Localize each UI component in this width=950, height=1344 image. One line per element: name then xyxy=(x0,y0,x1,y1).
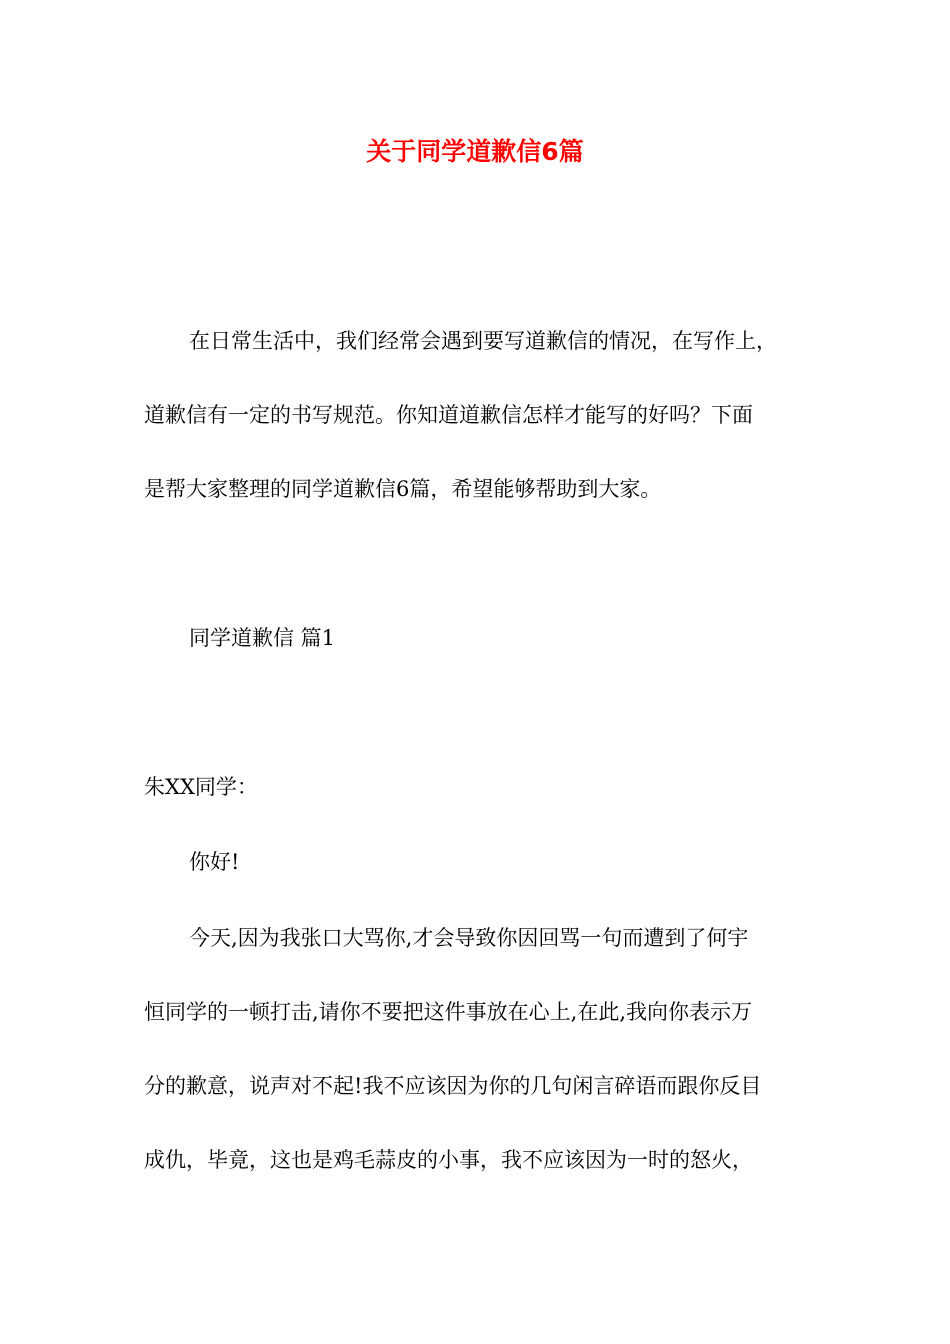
letter-body-line-3: 分的歉意，说声对不起!我不应该因为你的几句闲言碎语而跟你反目 xyxy=(144,1074,762,1098)
intro-line-2: 道歉信有一定的书写规范。你知道道歉信怎样才能写的好吗？下面 xyxy=(144,403,753,427)
letter-salutation: 朱XX同学： xyxy=(144,775,258,799)
section-heading: 同学道歉信 篇1 xyxy=(189,626,336,650)
letter-greeting: 你好! xyxy=(189,850,240,874)
letter-body-line-1: 今天,因为我张口大骂你,才会导致你因回骂一句而遭到了何宇 xyxy=(189,926,749,950)
letter-body-line-2: 恒同学的一顿打击,请你不要把这件事放在心上,在此,我向你表示万 xyxy=(144,1000,753,1024)
intro-line-1: 在日常生活中，我们经常会遇到要写道歉信的情况，在写作上， xyxy=(189,329,777,353)
document-title: 关于同学道歉信6篇 xyxy=(366,137,584,166)
letter-body-line-4: 成仇，毕竟，这也是鸡毛蒜皮的小事，我不应该因为一时的怒火， xyxy=(144,1148,753,1172)
intro-line-3: 是帮大家整理的同学道歉信6篇，希望能够帮助到大家。 xyxy=(144,477,662,501)
